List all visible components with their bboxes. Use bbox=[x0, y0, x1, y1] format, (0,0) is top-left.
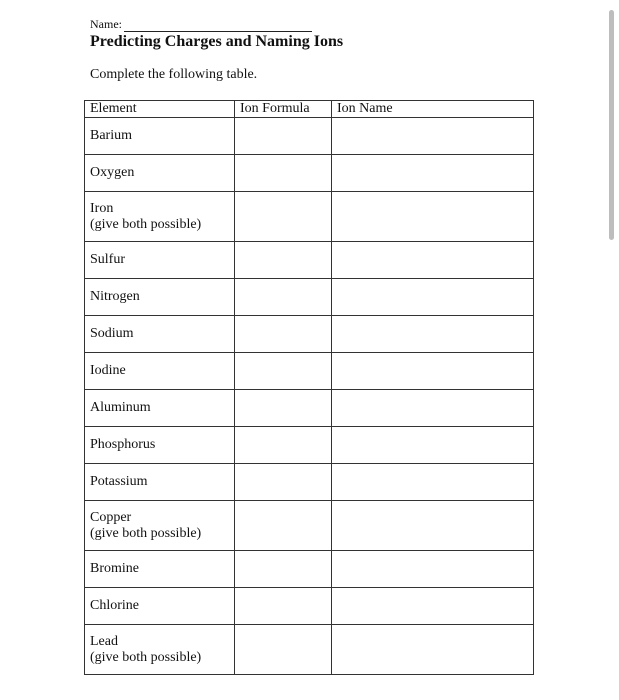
element-name: Barium bbox=[90, 128, 132, 143]
ion-name-cell[interactable] bbox=[332, 501, 534, 551]
element-cell bbox=[85, 501, 235, 551]
element-cell bbox=[85, 427, 235, 464]
ion-name-cell[interactable] bbox=[332, 155, 534, 192]
ion-name-cell[interactable] bbox=[332, 316, 534, 353]
ion-formula-cell[interactable] bbox=[235, 242, 332, 279]
ion-table bbox=[84, 100, 534, 675]
element-note: (give both possible) bbox=[90, 216, 202, 232]
column-header-element: Element bbox=[85, 101, 235, 118]
ion-formula-cell[interactable] bbox=[235, 316, 332, 353]
ion-name-cell[interactable] bbox=[332, 192, 534, 242]
ion-formula-cell[interactable] bbox=[235, 625, 332, 675]
ion-formula-cell[interactable] bbox=[235, 155, 332, 192]
element-cell bbox=[85, 464, 235, 501]
ion-name-cell[interactable] bbox=[332, 625, 534, 675]
page-title: Predicting Charges and Naming Ions bbox=[90, 33, 344, 50]
element-cell bbox=[85, 242, 235, 279]
element-cell bbox=[85, 551, 235, 588]
instructions-text: Complete the following table. bbox=[90, 67, 258, 82]
ion-name-cell[interactable] bbox=[332, 353, 534, 390]
element-name: Potassium bbox=[90, 474, 148, 489]
table-row bbox=[85, 390, 534, 427]
ion-name-cell[interactable] bbox=[332, 588, 534, 625]
element-cell bbox=[85, 353, 235, 390]
ion-name-cell[interactable] bbox=[332, 427, 534, 464]
table-row bbox=[85, 192, 534, 242]
ion-formula-cell[interactable] bbox=[235, 118, 332, 155]
element-name: Aluminum bbox=[90, 400, 151, 415]
table-row bbox=[85, 501, 534, 551]
name-underline[interactable] bbox=[124, 19, 312, 32]
table-row bbox=[85, 588, 534, 625]
ion-formula-cell[interactable] bbox=[235, 390, 332, 427]
ion-formula-cell[interactable] bbox=[235, 192, 332, 242]
element-cell bbox=[85, 279, 235, 316]
column-header-ion-formula: Ion Formula bbox=[235, 101, 332, 118]
ion-formula-cell[interactable] bbox=[235, 279, 332, 316]
table-row bbox=[85, 316, 534, 353]
table-row bbox=[85, 551, 534, 588]
ion-formula-cell[interactable] bbox=[235, 464, 332, 501]
element-cell bbox=[85, 118, 235, 155]
element-name: Iron bbox=[90, 200, 114, 216]
element-cell bbox=[85, 625, 235, 675]
table-row bbox=[85, 353, 534, 390]
element-cell bbox=[85, 316, 235, 353]
element-name: Copper bbox=[90, 509, 132, 525]
element-name: Sulfur bbox=[90, 252, 125, 267]
table-row bbox=[85, 118, 534, 155]
name-field[interactable] bbox=[90, 17, 312, 32]
ion-formula-cell[interactable] bbox=[235, 427, 332, 464]
ion-name-cell[interactable] bbox=[332, 242, 534, 279]
table-row bbox=[85, 464, 534, 501]
element-name: Sodium bbox=[90, 326, 134, 341]
table-row bbox=[85, 625, 534, 675]
ion-name-cell[interactable] bbox=[332, 551, 534, 588]
element-name: Iodine bbox=[90, 363, 126, 378]
ion-name-cell[interactable] bbox=[332, 118, 534, 155]
element-cell bbox=[85, 588, 235, 625]
element-cell bbox=[85, 155, 235, 192]
element-name: Lead bbox=[90, 633, 118, 649]
element-cell bbox=[85, 192, 235, 242]
ion-formula-cell[interactable] bbox=[235, 353, 332, 390]
column-header-ion-name: Ion Name bbox=[332, 101, 534, 118]
element-name: Chlorine bbox=[90, 598, 139, 613]
element-name: Phosphorus bbox=[90, 437, 156, 452]
name-label: Name: bbox=[90, 17, 122, 31]
element-note: (give both possible) bbox=[90, 649, 202, 665]
ion-formula-cell[interactable] bbox=[235, 551, 332, 588]
table-row bbox=[85, 242, 534, 279]
table-header-row bbox=[85, 101, 534, 118]
ion-name-cell[interactable] bbox=[332, 464, 534, 501]
element-name: Bromine bbox=[90, 561, 139, 576]
element-name: Oxygen bbox=[90, 165, 135, 180]
table-row bbox=[85, 427, 534, 464]
table-row bbox=[85, 155, 534, 192]
ion-name-cell[interactable] bbox=[332, 279, 534, 316]
ion-formula-cell[interactable] bbox=[235, 588, 332, 625]
element-name: Nitrogen bbox=[90, 289, 140, 304]
ion-formula-cell[interactable] bbox=[235, 501, 332, 551]
ion-name-cell[interactable] bbox=[332, 390, 534, 427]
table-row bbox=[85, 279, 534, 316]
element-cell bbox=[85, 390, 235, 427]
vertical-scrollbar[interactable] bbox=[609, 10, 614, 240]
element-note: (give both possible) bbox=[90, 525, 202, 541]
